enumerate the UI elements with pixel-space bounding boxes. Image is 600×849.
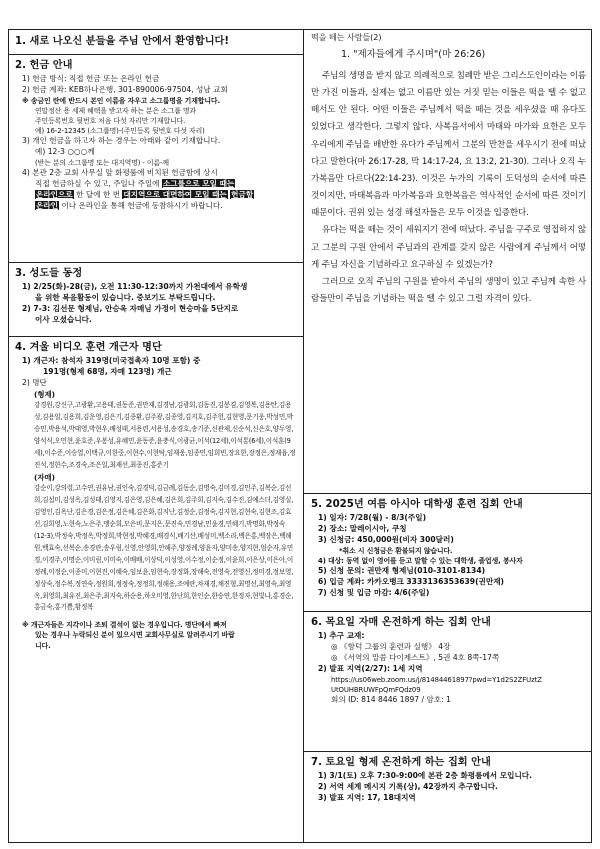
brothers-line: 1) 3/1(토) 오후 7:30-9:00에 본관 2층 화평룸에서 모입니다. — [318, 771, 533, 780]
offering-example: 예) 16-2-12345 (소그룹명)-(주민등록 뒷번호 다섯 자리) — [35, 127, 205, 136]
offering-line — [15, 190, 298, 201]
news-line: 을 위한 복음활동이 있습니다. 중보기도 부탁드립니다. — [35, 292, 216, 302]
brothers-meeting-section — [304, 752, 592, 843]
offering-note: 연말정산 용 세제 혜택을 받고자 하는 분은 소그룹 명과 — [35, 106, 196, 115]
offering-example: 예) 12-3 ○○○께 — [35, 147, 95, 157]
offering-line — [15, 179, 298, 190]
members-news-section — [8, 263, 304, 337]
brothers-meeting-title: 7. 토요일 형제 온전하게 하는 집회 안내 — [311, 757, 491, 768]
offering-line — [15, 201, 298, 212]
sisters-label: (자매) — [34, 472, 56, 482]
attendance-note: ※ 개근자들은 지각이나 조퇴 결석이 없는 경우입니다. 명단에서 빠져 — [22, 621, 227, 630]
highlight-online: 온라인으로 — [36, 189, 73, 199]
sisters-line: 2) 발표 지역(2/27): 1세 지역 — [318, 663, 423, 673]
welcome-section — [8, 29, 304, 55]
highlight-online-2: 온라인 — [36, 200, 59, 210]
highlight-offering-box: 헌금함 — [231, 189, 254, 199]
brothers-list: 강경원,강신구,고광환,고용태,권동준,권만재,김경남,김광회,김동진,김봉겸,김영복,김용탄,김용성,김용일,김용희,김운영,김은기,김종환,김주광,김종영,김지호,김주헌,김현영,문기웅,박성민,박승민,박용석,박태영,박현우,배성태,서용련,서용성,송경호,송기준,신관제,신순석,신은호,양두영,양석식,오민현,윤호준,우봉성,유혜민,윤동준,윤충식,이광균,이석(12세),이석통(6세),이석훈(9세),이수준,이승열,이택규,이한중,이현수,이현탁,임재웅,임종민,임희빈,장요한,장정은,정재융,정진석,정한수,조경숙,조은일,최재선,최종진,홍준기 — [34, 401, 296, 469]
sisters-meeting-section — [304, 612, 592, 752]
offering-example: (받는 분의 소그룹명 또는 대지역명) - 이름-께 — [35, 159, 169, 167]
attendance-note: 니다. — [35, 641, 51, 650]
asia-line: 2) 장소: 말레이시아, 쿠칭 — [318, 523, 407, 533]
sermon-paragraph: 유다는 떡을 떼는 것이 세워지기 전에 떠났다. 주님을 구주로 영접하지 않고 그분의 구원 안에서 주님과의 관계를 갖지 않은 사람에게 주님께서 어떻게 주님 자신을 기념하라고 요구하실 수 있겠는가? — [311, 225, 586, 270]
members-news-title: 3. 성도들 동정 — [15, 268, 83, 279]
news-line: 이사 오셨습니다. — [35, 314, 92, 324]
asia-training-section — [304, 494, 592, 612]
highlight-region: 대지역으로 대면하여 모일 때는 — [123, 189, 227, 199]
asia-line: 3) 신청금: 450,000원(비자 300달러) — [318, 534, 454, 544]
offering-text: 이나 온라인을 통해 헌금에 동참하시기 바랍니다. — [61, 200, 223, 210]
offering-title: 2. 헌금 안내 — [15, 60, 73, 71]
right-column — [303, 29, 592, 843]
offering-line: 3) 개인 헌금을 하고자 하는 경우는 아래와 같이 기재합니다. — [22, 136, 221, 146]
offering-note: ※ 송금인 란에 반드시 본인 이름을 자우고 소그룹명을 기재합니다. — [22, 96, 220, 105]
attendance-line: 1) 개근자: 참석자 319명(미국접촉자 10명 포함) 중 — [22, 356, 201, 365]
offering-line: 1) 헌금 방식: 직접 헌금 또는 온라인 헌금 — [22, 74, 160, 83]
welcome-title: 1. 새로 나오신 분들을 주님 안에서 환영합니다! — [15, 36, 230, 47]
asia-line: 1) 일자: 7/28(월) - 8/3(주일) — [318, 513, 427, 522]
offering-line: 2) 헌금 계좌: KEB하나은행, 301-890006-97504, 성남 교회 — [22, 84, 228, 94]
brothers-line: 2) 서역 세계 메시지 기록(상), 42장까지 추구합니다. — [318, 781, 498, 791]
sisters-meeting-title: 6. 목요일 자매 온전하게 하는 집회 안내 — [311, 617, 491, 628]
zoom-link[interactable]: https://us06web.zoom.us/j/81484461897?pwd=Y1d2S2ZFUztZ — [331, 675, 542, 684]
attendance-line: 2) 명단 — [22, 377, 47, 387]
attendance-title: 4. 겨울 비디오 훈련 개근자 명단 — [15, 342, 162, 353]
brothers-label: (형제) — [34, 389, 56, 399]
sermon-paragraph: 그러므로 오직 주님의 구원을 받아서 주님의 생명이 있고 주님께 속한 사람들만이 주님을 기념하는 떡을 뗄 수 있고 그럴 자격이 있다. — [311, 276, 586, 305]
brothers-line: 3) 발표 지역: 17, 18대지역 — [318, 792, 416, 802]
offering-text: 한 달에 한 번 — [76, 189, 121, 199]
asia-line: 4) 대상: 동역 없이 영어를 듣고 말할 수 있는 대학생, 졸업생, 봉사자 — [318, 556, 523, 565]
sisters-line: ◎ 《서역의 말씀 다이제스트》, 5권 4호 8쪽-17쪽 — [331, 652, 500, 662]
news-line: 1) 2/25(화)-28(금), 오전 11:30-12:30까지 가천대에서 유학생 — [22, 282, 248, 291]
sisters-line: 1) 추구 교재: — [318, 631, 365, 640]
attendance-line: 191명(형제 68명, 자매 123명) 개근 — [43, 366, 172, 376]
asia-line: 5) 신청 문의: 권만재 형제님(010-3101-8134) — [318, 565, 486, 575]
sisters-list: 강순이,강의령,고수연,권유남,권인숙,김경덕,김금례,김동순,김명숙,김미경,김민주,김복순,김선희,김섭미,김성옥,김성태,김영지,김은영,김은혜,김은희,김주희,김지숙,김수진,김예스더,김영실,김영인,김옥난,김은경,김은정,김은혜,김은화,김지난,김정순,김정숙,김지현,김현숙,김현조,김효선,김희영,노현숙,노은주,맹순희,모은비,문지은,문진숙,민경남,민윤경,민혜기,박명화,박정숙(12-3),박정숙,박정옥,박정희,박현정,박혜경,배경식,배기산,배성미,백소라,백은홍,백장은,백해원,백효숙,선복순,송경란,송우림,신영,안영희,안해주,양정례,양윤자,양미송,양지현,엄순자,유민경,이경주,이명순,이미림,이미숙,이배배,이상덕,이성영,이수정,이순정,이윤희,이은상,이은아,이정례,이정순,이종미,이현진,이혜숙,임보윤,임현숙,장정화,장해숙,전영숙,전영신,정미경,정보영,정상숙,정수복,정연숙,정원희,정정숙,정정희,정해용,조예란,차재경,채진형,최명선,최영숙,최영옥,최영희,최유진,최은주,최지숙,하순용,하오미영,한난희,한인순,한승연,한정자,현빛나,홍경순,홍금숙,홍기쁨,황정복 — [34, 484, 294, 612]
sermon-title: 1. "제자들에게 주시며"(마 26:26) — [341, 49, 486, 60]
attendance-note: 있는 경우나 누락되신 분이 있으시면 교회사무실로 알려주시기 바랍 — [35, 631, 235, 640]
sermon-section — [304, 29, 592, 494]
asia-line: 7) 신청 및 입금 마감: 4/6(주일) — [318, 587, 430, 597]
news-line: 2) 7-3: 김선문 형제님, 안승옥 자매님 가정이 현승마을 5단지로 — [22, 303, 239, 313]
offering-text: 직접 헌금하실 수 있고, 주일나 주일에 — [35, 179, 160, 188]
asia-training-title: 5. 2025년 여름 아시아 대학생 훈련 집회 안내 — [311, 499, 523, 510]
left-column — [8, 29, 304, 843]
asia-line: 6) 입금 계좌: 카카오뱅크 3333136353639(권만재) — [318, 576, 505, 586]
sermon-header: 떡을 떼는 사람들(2) — [311, 33, 382, 42]
zoom-link-cont[interactable]: UtOUHBRUWFpQmFQdz09 — [331, 685, 421, 694]
sisters-line: ◎ 《함덕 그룹의 훈련과 실행》 4장 — [331, 641, 451, 651]
asia-note: *취소 시 신청금은 환불되지 않습니다. — [339, 546, 453, 555]
offering-line: 4) 본관 2층 교회 사무실 앞 화평룸에 비치된 헌금함에 상시 — [22, 168, 218, 178]
sermon-paragraph: 주님의 생명을 받지 않고 의례적으로 침례만 받은 그리스도인이라는 이름만 가진 이들과, 실제는 없고 이름만 있는 거짓 믿는 이들은 떡을 뗄 수 없고 떼서도 안 된다. 어떤 이들은 주님께서 떡을 떼는 것을 세우셨을 때 유다도 있었다고 생각한다. 그렇지 않다. 사복음서에서 마태와 마가와 요한은 모두 우리에게 주님을 배반한 유다가 주님께서 그분의 만찬을 세우시기 전에 떠났다고 말한다(마 26:17-28, 막 14:17-24, 요 13:2, 21-30). 그러나 오직 누가복음만 다르다(22:14-23). 이것은 누가의 기록이 도덕성의 순서에 따른 것이지만, 마태복음과 마가복음과 요한복음은 역사적인 순서에 따른 것이기 때문이다. 권위 있는 성경 해설자들은 모두 이것을 입증한다. — [311, 71, 586, 219]
zoom-meeting-id: 회의 ID: 814 8446 1897 / 암호: 1 — [331, 694, 451, 704]
attendance-section — [8, 337, 304, 843]
offering-note: 주민등록번호 뒷번호 처음 다섯 자리만 기재합니다. — [35, 117, 186, 125]
highlight-small-group: 소그룹으로 모일 때는 — [162, 179, 235, 188]
offering-section — [8, 55, 304, 263]
